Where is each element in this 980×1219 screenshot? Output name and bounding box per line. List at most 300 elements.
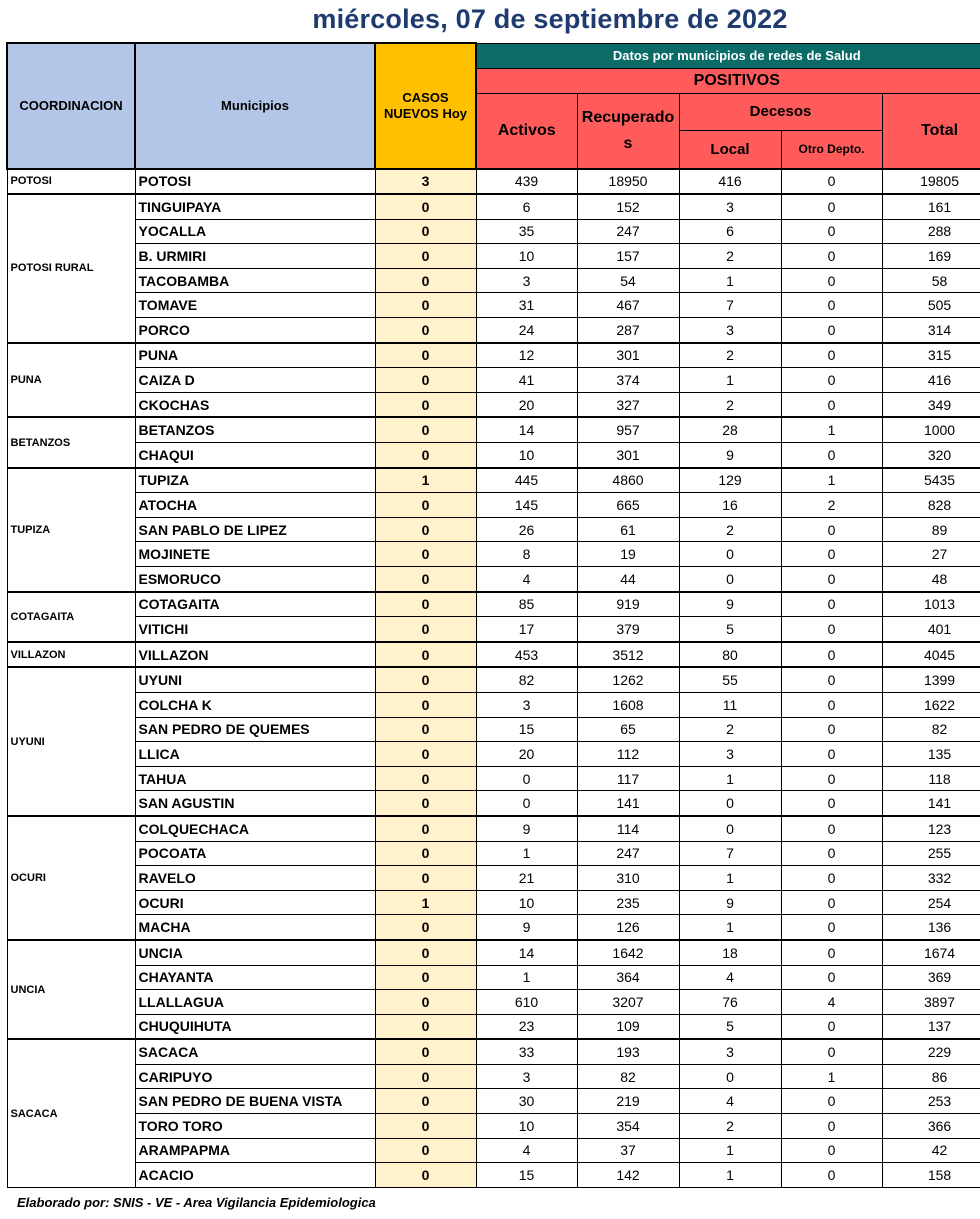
decesos-local-cell: 3	[679, 194, 781, 219]
casos-nuevos-cell: 0	[375, 542, 476, 567]
casos-nuevos-cell: 1	[375, 468, 476, 493]
recuperados-cell: 1608	[577, 692, 679, 717]
coordinacion-cell: COTAGAITA	[7, 592, 135, 642]
municipio-cell: SAN AGUSTIN	[135, 791, 375, 816]
casos-nuevos-cell: 0	[375, 617, 476, 642]
decesos-otro-depto-cell: 0	[781, 791, 882, 816]
decesos-local-cell: 80	[679, 642, 781, 668]
municipio-cell: LLICA	[135, 742, 375, 767]
municipio-cell: SAN PABLO DE LIPEZ	[135, 517, 375, 542]
decesos-otro-depto-cell: 0	[781, 1138, 882, 1163]
table-row	[7, 915, 980, 940]
header-activos: Activos	[476, 93, 577, 169]
casos-nuevos-cell: 0	[375, 841, 476, 866]
recuperados-cell: 117	[577, 766, 679, 791]
activos-cell: 15	[476, 1163, 577, 1188]
header-datos-redes: Datos por municipios de redes de Salud	[476, 43, 980, 68]
covid-table-wrapper	[6, 42, 980, 1188]
decesos-otro-depto-cell: 0	[781, 443, 882, 468]
municipio-cell: TACOBAMBA	[135, 268, 375, 293]
header-casos-line2: NUEVOS Hoy	[383, 105, 468, 121]
decesos-local-cell: 3	[679, 1039, 781, 1064]
decesos-local-cell: 2	[679, 717, 781, 742]
total-cell: 255	[882, 841, 980, 866]
decesos-otro-depto-cell: 0	[781, 318, 882, 343]
total-cell: 369	[882, 965, 980, 990]
municipio-cell: BETANZOS	[135, 417, 375, 442]
activos-cell: 14	[476, 940, 577, 965]
municipio-cell: CHAQUI	[135, 443, 375, 468]
decesos-otro-depto-cell: 0	[781, 717, 882, 742]
coordinacion-cell: UNCIA	[7, 940, 135, 1039]
municipio-cell: TOMAVE	[135, 293, 375, 318]
activos-cell: 20	[476, 742, 577, 767]
table-row	[7, 493, 980, 518]
header-recuperados-line1: Recuperado	[581, 108, 675, 126]
table-row	[7, 940, 980, 965]
table-row	[7, 1163, 980, 1188]
total-cell: 27	[882, 542, 980, 567]
municipio-cell: COTAGAITA	[135, 592, 375, 617]
activos-cell: 445	[476, 468, 577, 493]
municipio-cell: CAIZA D	[135, 368, 375, 393]
table-row	[7, 742, 980, 767]
decesos-local-cell: 3	[679, 318, 781, 343]
activos-cell: 12	[476, 343, 577, 368]
recuperados-cell: 219	[577, 1089, 679, 1114]
decesos-otro-depto-cell: 0	[781, 1114, 882, 1139]
covid-municipios-table	[6, 42, 980, 1188]
municipio-cell: COLCHA K	[135, 692, 375, 717]
casos-nuevos-cell: 0	[375, 244, 476, 269]
total-cell: 161	[882, 194, 980, 219]
decesos-otro-depto-cell: 0	[781, 219, 882, 244]
recuperados-cell: 327	[577, 392, 679, 417]
casos-nuevos-cell: 0	[375, 343, 476, 368]
table-row	[7, 592, 980, 617]
recuperados-cell: 37	[577, 1138, 679, 1163]
total-cell: 58	[882, 268, 980, 293]
casos-nuevos-cell: 0	[375, 717, 476, 742]
casos-nuevos-cell: 0	[375, 940, 476, 965]
recuperados-cell: 193	[577, 1039, 679, 1064]
decesos-otro-depto-cell: 0	[781, 667, 882, 692]
casos-nuevos-cell: 0	[375, 1064, 476, 1089]
table-row	[7, 717, 980, 742]
decesos-local-cell: 1	[679, 268, 781, 293]
recuperados-cell: 61	[577, 517, 679, 542]
coordinacion-cell: VILLAZON	[7, 642, 135, 668]
casos-nuevos-cell: 0	[375, 742, 476, 767]
total-cell: 253	[882, 1089, 980, 1114]
activos-cell: 24	[476, 318, 577, 343]
casos-nuevos-cell: 0	[375, 990, 476, 1015]
decesos-local-cell: 0	[679, 567, 781, 592]
table-row	[7, 692, 980, 717]
decesos-otro-depto-cell: 4	[781, 990, 882, 1015]
table-row	[7, 244, 980, 269]
table-row	[7, 567, 980, 592]
recuperados-cell: 126	[577, 915, 679, 940]
casos-nuevos-cell: 0	[375, 1114, 476, 1139]
municipio-cell: TAHUA	[135, 766, 375, 791]
casos-nuevos-cell: 0	[375, 667, 476, 692]
decesos-local-cell: 9	[679, 890, 781, 915]
total-cell: 288	[882, 219, 980, 244]
recuperados-cell: 247	[577, 841, 679, 866]
table-row	[7, 318, 980, 343]
casos-nuevos-cell: 0	[375, 194, 476, 219]
table-row	[7, 468, 980, 493]
table-row	[7, 841, 980, 866]
casos-nuevos-cell: 0	[375, 219, 476, 244]
decesos-local-cell: 3	[679, 742, 781, 767]
municipio-cell: SAN PEDRO DE QUEMES	[135, 717, 375, 742]
decesos-local-cell: 1	[679, 1163, 781, 1188]
decesos-local-cell: 416	[679, 169, 781, 195]
casos-nuevos-cell: 0	[375, 293, 476, 318]
decesos-local-cell: 16	[679, 493, 781, 518]
table-row	[7, 990, 980, 1015]
decesos-local-cell: 0	[679, 1064, 781, 1089]
decesos-local-cell: 7	[679, 841, 781, 866]
municipio-cell: CHAYANTA	[135, 965, 375, 990]
municipio-cell: ARAMPAPMA	[135, 1138, 375, 1163]
decesos-otro-depto-cell: 1	[781, 468, 882, 493]
municipio-cell: SAN PEDRO DE BUENA VISTA	[135, 1089, 375, 1114]
decesos-local-cell: 2	[679, 1114, 781, 1139]
total-cell: 1674	[882, 940, 980, 965]
decesos-otro-depto-cell: 0	[781, 816, 882, 841]
casos-nuevos-cell: 3	[375, 169, 476, 195]
activos-cell: 14	[476, 417, 577, 442]
recuperados-cell: 19	[577, 542, 679, 567]
decesos-otro-depto-cell: 0	[781, 169, 882, 195]
casos-nuevos-cell: 0	[375, 965, 476, 990]
decesos-local-cell: 1	[679, 1138, 781, 1163]
decesos-local-cell: 5	[679, 617, 781, 642]
header-local: Local	[679, 130, 781, 169]
activos-cell: 15	[476, 717, 577, 742]
municipio-cell: UYUNI	[135, 667, 375, 692]
decesos-local-cell: 0	[679, 542, 781, 567]
recuperados-cell: 54	[577, 268, 679, 293]
municipio-cell: B. URMIRI	[135, 244, 375, 269]
table-row	[7, 417, 980, 442]
casos-nuevos-cell: 0	[375, 1089, 476, 1114]
municipio-cell: COLQUECHACA	[135, 816, 375, 841]
total-cell: 48	[882, 567, 980, 592]
casos-nuevos-cell: 0	[375, 642, 476, 668]
table-row	[7, 866, 980, 891]
recuperados-cell: 287	[577, 318, 679, 343]
total-cell: 1399	[882, 667, 980, 692]
decesos-otro-depto-cell: 0	[781, 692, 882, 717]
total-cell: 141	[882, 791, 980, 816]
header-casos-line1: CASOS	[402, 89, 449, 105]
coordinacion-cell: UYUNI	[7, 667, 135, 816]
decesos-local-cell: 1	[679, 915, 781, 940]
decesos-otro-depto-cell: 0	[781, 642, 882, 668]
total-cell: 320	[882, 443, 980, 468]
recuperados-cell: 354	[577, 1114, 679, 1139]
casos-nuevos-cell: 0	[375, 592, 476, 617]
decesos-local-cell: 1	[679, 766, 781, 791]
decesos-local-cell: 2	[679, 517, 781, 542]
activos-cell: 0	[476, 766, 577, 791]
header-decesos: Decesos	[679, 93, 882, 130]
casos-nuevos-cell: 0	[375, 766, 476, 791]
recuperados-cell: 152	[577, 194, 679, 219]
table-row	[7, 194, 980, 219]
header-positivos: POSITIVOS	[476, 68, 980, 93]
decesos-local-cell: 1	[679, 368, 781, 393]
activos-cell: 31	[476, 293, 577, 318]
activos-cell: 439	[476, 169, 577, 195]
activos-cell: 35	[476, 219, 577, 244]
activos-cell: 610	[476, 990, 577, 1015]
decesos-otro-depto-cell: 0	[781, 268, 882, 293]
report-date-title: miércoles, 07 de septiembre de 2022	[312, 4, 788, 34]
total-cell: 19805	[882, 169, 980, 195]
header-recuperados-line2: s	[623, 134, 633, 152]
decesos-otro-depto-cell: 0	[781, 343, 882, 368]
recuperados-cell: 957	[577, 417, 679, 442]
table-row	[7, 667, 980, 692]
municipio-cell: ACACIO	[135, 1163, 375, 1188]
coordinacion-cell: OCURI	[7, 816, 135, 940]
decesos-local-cell: 2	[679, 343, 781, 368]
municipio-cell: CARIPUYO	[135, 1064, 375, 1089]
table-row	[7, 343, 980, 368]
table-row	[7, 542, 980, 567]
municipio-cell: CKOCHAS	[135, 392, 375, 417]
decesos-otro-depto-cell: 0	[781, 567, 882, 592]
table-row	[7, 219, 980, 244]
municipio-cell: POTOSI	[135, 169, 375, 195]
decesos-local-cell: 4	[679, 1089, 781, 1114]
header-casos-nuevos	[375, 43, 476, 169]
activos-cell: 82	[476, 667, 577, 692]
casos-nuevos-cell: 0	[375, 443, 476, 468]
recuperados-cell: 142	[577, 1163, 679, 1188]
recuperados-cell: 665	[577, 493, 679, 518]
total-cell: 158	[882, 1163, 980, 1188]
table-row	[7, 791, 980, 816]
casos-nuevos-cell: 0	[375, 692, 476, 717]
recuperados-cell: 467	[577, 293, 679, 318]
recuperados-cell: 4860	[577, 468, 679, 493]
table-row	[7, 1138, 980, 1163]
decesos-otro-depto-cell: 2	[781, 493, 882, 518]
municipio-cell: PUNA	[135, 343, 375, 368]
recuperados-cell: 301	[577, 443, 679, 468]
table-row	[7, 1014, 980, 1039]
recuperados-cell: 364	[577, 965, 679, 990]
recuperados-cell: 247	[577, 219, 679, 244]
total-cell: 416	[882, 368, 980, 393]
decesos-local-cell: 7	[679, 293, 781, 318]
activos-cell: 41	[476, 368, 577, 393]
total-cell: 828	[882, 493, 980, 518]
municipio-cell: VITICHI	[135, 617, 375, 642]
decesos-otro-depto-cell: 0	[781, 392, 882, 417]
table-row	[7, 642, 980, 668]
casos-nuevos-cell: 0	[375, 1014, 476, 1039]
table-row	[7, 1064, 980, 1089]
table-header	[7, 43, 980, 169]
total-cell: 314	[882, 318, 980, 343]
header-recuperados	[577, 93, 679, 169]
total-cell: 86	[882, 1064, 980, 1089]
decesos-otro-depto-cell: 0	[781, 244, 882, 269]
recuperados-cell: 109	[577, 1014, 679, 1039]
total-cell: 315	[882, 343, 980, 368]
municipio-cell: VILLAZON	[135, 642, 375, 668]
activos-cell: 453	[476, 642, 577, 668]
decesos-local-cell: 0	[679, 816, 781, 841]
decesos-local-cell: 9	[679, 592, 781, 617]
activos-cell: 3	[476, 1064, 577, 1089]
decesos-otro-depto-cell: 0	[781, 293, 882, 318]
activos-cell: 33	[476, 1039, 577, 1064]
decesos-local-cell: 2	[679, 392, 781, 417]
decesos-otro-depto-cell: 0	[781, 866, 882, 891]
total-cell: 89	[882, 517, 980, 542]
table-row	[7, 169, 980, 195]
header-municipios: Municipios	[135, 43, 375, 169]
casos-nuevos-cell: 0	[375, 567, 476, 592]
recuperados-cell: 112	[577, 742, 679, 767]
recuperados-cell: 301	[577, 343, 679, 368]
decesos-otro-depto-cell: 0	[781, 592, 882, 617]
decesos-otro-depto-cell: 0	[781, 194, 882, 219]
decesos-otro-depto-cell: 0	[781, 1039, 882, 1064]
decesos-otro-depto-cell: 0	[781, 368, 882, 393]
total-cell: 1000	[882, 417, 980, 442]
activos-cell: 9	[476, 816, 577, 841]
table-row	[7, 1039, 980, 1064]
casos-nuevos-cell: 0	[375, 368, 476, 393]
recuperados-cell: 1642	[577, 940, 679, 965]
header-total: Total	[882, 93, 980, 169]
coordinacion-cell: PUNA	[7, 343, 135, 418]
table-row	[7, 617, 980, 642]
activos-cell: 3	[476, 692, 577, 717]
table-row	[7, 766, 980, 791]
casos-nuevos-cell: 0	[375, 318, 476, 343]
decesos-local-cell: 2	[679, 244, 781, 269]
total-cell: 169	[882, 244, 980, 269]
decesos-otro-depto-cell: 0	[781, 841, 882, 866]
activos-cell: 20	[476, 392, 577, 417]
casos-nuevos-cell: 1	[375, 890, 476, 915]
total-cell: 401	[882, 617, 980, 642]
activos-cell: 3	[476, 268, 577, 293]
header-coordinacion: COORDINACION	[7, 43, 135, 169]
table-row	[7, 368, 980, 393]
decesos-otro-depto-cell: 0	[781, 542, 882, 567]
activos-cell: 85	[476, 592, 577, 617]
decesos-local-cell: 1	[679, 866, 781, 891]
casos-nuevos-cell: 0	[375, 816, 476, 841]
total-cell: 229	[882, 1039, 980, 1064]
total-cell: 137	[882, 1014, 980, 1039]
recuperados-cell: 3207	[577, 990, 679, 1015]
activos-cell: 1	[476, 841, 577, 866]
municipio-cell: OCURI	[135, 890, 375, 915]
recuperados-cell: 310	[577, 866, 679, 891]
activos-cell: 0	[476, 791, 577, 816]
total-cell: 82	[882, 717, 980, 742]
decesos-local-cell: 18	[679, 940, 781, 965]
casos-nuevos-cell: 0	[375, 493, 476, 518]
activos-cell: 17	[476, 617, 577, 642]
decesos-local-cell: 0	[679, 791, 781, 816]
table-row	[7, 268, 980, 293]
decesos-otro-depto-cell: 0	[781, 742, 882, 767]
total-cell: 136	[882, 915, 980, 940]
municipio-cell: ATOCHA	[135, 493, 375, 518]
total-cell: 505	[882, 293, 980, 318]
casos-nuevos-cell: 0	[375, 517, 476, 542]
total-cell: 135	[882, 742, 980, 767]
coordinacion-cell: POTOSI	[7, 169, 135, 195]
total-cell: 4045	[882, 642, 980, 668]
total-cell: 42	[882, 1138, 980, 1163]
recuperados-cell: 141	[577, 791, 679, 816]
recuperados-cell: 919	[577, 592, 679, 617]
decesos-local-cell: 11	[679, 692, 781, 717]
recuperados-cell: 1262	[577, 667, 679, 692]
activos-cell: 10	[476, 244, 577, 269]
decesos-local-cell: 55	[679, 667, 781, 692]
total-cell: 366	[882, 1114, 980, 1139]
decesos-otro-depto-cell: 0	[781, 1163, 882, 1188]
recuperados-cell: 379	[577, 617, 679, 642]
recuperados-cell: 114	[577, 816, 679, 841]
table-row	[7, 816, 980, 841]
coordinacion-cell: BETANZOS	[7, 417, 135, 467]
total-cell: 349	[882, 392, 980, 417]
decesos-otro-depto-cell: 0	[781, 890, 882, 915]
recuperados-cell: 44	[577, 567, 679, 592]
decesos-otro-depto-cell: 0	[781, 617, 882, 642]
activos-cell: 1	[476, 965, 577, 990]
activos-cell: 10	[476, 1114, 577, 1139]
total-cell: 332	[882, 866, 980, 891]
activos-cell: 145	[476, 493, 577, 518]
municipio-cell: ESMORUCO	[135, 567, 375, 592]
footer-credit: Elaborado por: SNIS - VE - Area Vigilancia Epidemiologica	[17, 1195, 376, 1210]
table-row	[7, 1114, 980, 1139]
municipio-cell: MOJINETE	[135, 542, 375, 567]
casos-nuevos-cell: 0	[375, 268, 476, 293]
decesos-local-cell: 5	[679, 1014, 781, 1039]
municipio-cell: UNCIA	[135, 940, 375, 965]
casos-nuevos-cell: 0	[375, 1039, 476, 1064]
municipio-cell: TORO TORO	[135, 1114, 375, 1139]
decesos-local-cell: 129	[679, 468, 781, 493]
casos-nuevos-cell: 0	[375, 392, 476, 417]
table-body	[7, 169, 980, 1188]
activos-cell: 10	[476, 443, 577, 468]
total-cell: 254	[882, 890, 980, 915]
municipio-cell: SACACA	[135, 1039, 375, 1064]
casos-nuevos-cell: 0	[375, 791, 476, 816]
recuperados-cell: 18950	[577, 169, 679, 195]
decesos-otro-depto-cell: 0	[781, 940, 882, 965]
